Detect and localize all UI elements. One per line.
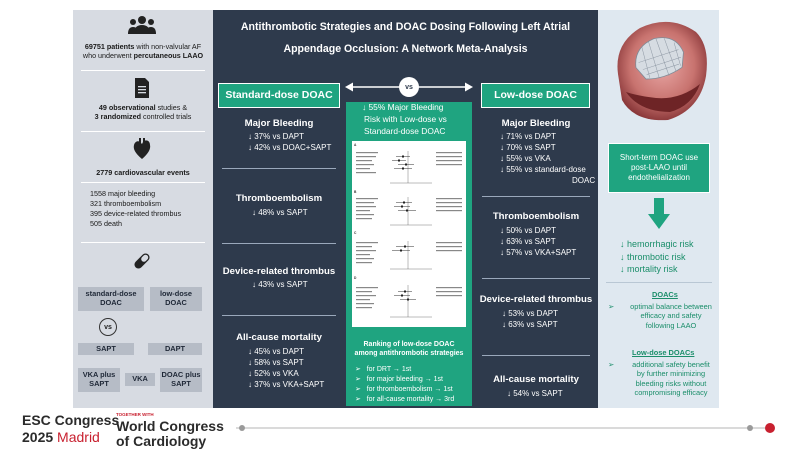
divider <box>222 243 336 244</box>
low-dose-doac-box: low-dose DOAC <box>150 287 202 311</box>
sd-drt-title: Device-related thrombus <box>222 266 336 277</box>
ld-major-bleeding-item: ↓ 70% vs SAPT <box>500 143 556 152</box>
ld-drt-item: ↓ 53% vs DAPT <box>502 309 559 318</box>
ld-major-bleeding-title: Major Bleeding <box>501 118 571 129</box>
laao-device-image <box>610 14 710 126</box>
doac-plus-sapt-box: DOAC plus SAPT <box>160 368 202 392</box>
patients-text: 69751 patients with non-valvular AF who underwent percutaneous LAAO <box>82 42 204 61</box>
forest-plot-figure <box>352 141 466 327</box>
events-list: 1558 major bleeding 321 thromboembolism 395 device-related thrombus 505 death <box>90 189 182 228</box>
ranking-item: ➢ for major bleeding → 1st <box>355 376 443 383</box>
divider <box>222 168 336 169</box>
sd-major-bleeding-item: ↓ 37% vs DAPT <box>248 132 305 141</box>
sd-major-bleeding-title: Major Bleeding <box>244 118 314 129</box>
divider <box>222 315 336 316</box>
pill-icon <box>131 250 153 272</box>
world-congress-logo: World Congress <box>116 418 224 434</box>
divider <box>482 196 590 197</box>
vs-circle: vs <box>99 318 117 336</box>
doacs-text: optimal balance between efficacy and safety following LAAO <box>630 302 712 330</box>
svg-text:A: A <box>354 143 357 147</box>
ranking-title: Ranking of low-dose DOAC among antithrombotic strategies <box>354 341 464 358</box>
divider <box>81 70 205 71</box>
short-term-doac-box: Short-term DOAC use post-LAAO until endothelialization <box>608 143 710 193</box>
doacs-bullet: ➢ <box>608 302 615 311</box>
highlight-line: Standard-dose DOAC <box>364 126 446 136</box>
world-congress-logo-line2: of Cardiology <box>116 433 207 449</box>
highlight-line: ↓ 55% Major Bleeding <box>362 102 444 112</box>
ranking-item: ➢ for all-cause mortality → 3rd <box>355 396 455 403</box>
vka-box: VKA <box>125 373 155 386</box>
page-title-line2: Appendage Occlusion: A Network Meta-Analysis <box>283 43 528 55</box>
ld-major-bleeding-item: ↓ 55% vs standard-dose <box>500 165 586 174</box>
sd-major-bleeding-item: ↓ 42% vs DOAC+SAPT <box>248 143 332 152</box>
ld-drt-item: ↓ 63% vs SAPT <box>502 320 558 329</box>
events-title: 2779 cardiovascular events <box>96 168 190 177</box>
svg-text:D: D <box>354 276 357 280</box>
sd-drt-item: ↓ 43% vs SAPT <box>252 280 308 289</box>
sd-mortality-title: All-cause mortality <box>236 332 322 343</box>
esc-congress-year: 2025 Madrid <box>22 429 100 445</box>
highlight-line: Risk with Low-dose vs <box>364 114 447 124</box>
low-dose-doacs-title: Low-dose DOACs <box>632 348 695 357</box>
vs-bubble: vs <box>399 77 419 97</box>
standard-dose-header: Standard-dose DOAC <box>218 83 340 108</box>
sd-mortality-item: ↓ 45% vs DAPT <box>248 347 305 356</box>
divider <box>606 282 712 283</box>
ld-major-bleeding-item: ↓ 55% vs VKA <box>500 154 551 163</box>
ld-thromboembolism-item: ↓ 57% vs VKA+SAPT <box>500 248 577 257</box>
studies-text: 49 observational studies & 3 randomized controlled trials <box>94 103 192 122</box>
document-icon <box>134 78 150 98</box>
ld-text: additional safety benefit by further minimizing bleeding risks without compromising efficacy <box>632 360 710 397</box>
dapt-box: DAPT <box>148 343 202 355</box>
heart-icon <box>133 138 151 160</box>
ld-mortality-item: ↓ 54% vs SAPT <box>507 389 563 398</box>
ld-thromboembolism-title: Thromboembolism <box>492 211 580 222</box>
ld-mortality-title: All-cause mortality <box>493 374 579 385</box>
esc-congress-logo: ESC Congress <box>22 412 120 428</box>
page-title-line1: Antithrombotic Strategies and DOAC Dosing Following Left Atrial <box>240 21 571 33</box>
ld-drt-title: Device-related thrombus <box>479 294 593 305</box>
vka-plus-sapt-box: VKA plus SAPT <box>78 368 120 392</box>
risk-list: ↓ hemorrhagic risk ↓ thrombotic risk ↓ mortality risk <box>620 239 694 275</box>
ld-bullet: ➢ <box>608 360 615 369</box>
svg-text:B: B <box>354 190 357 194</box>
ld-thromboembolism-item: ↓ 50% vs DAPT <box>500 226 557 235</box>
low-dose-header: Low-dose DOAC <box>481 83 590 108</box>
svg-text:C: C <box>354 231 357 235</box>
divider <box>81 242 205 243</box>
sd-mortality-item: ↓ 58% vs SAPT <box>248 358 304 367</box>
sd-thromboembolism-item: ↓ 48% vs SAPT <box>252 208 308 217</box>
patients-icon <box>128 15 156 35</box>
ranking-item: ➢ for DRT → 1st <box>355 366 412 373</box>
doacs-title: DOACs <box>652 290 678 299</box>
divider <box>482 278 590 279</box>
ld-major-bleeding-item: ↓ 71% vs DAPT <box>500 132 557 141</box>
together-with-label: TOGETHER WITH <box>116 412 154 417</box>
footer-timeline <box>236 420 781 436</box>
ranking-item: ➢ for thromboembolism → 1st <box>355 386 453 393</box>
divider <box>482 355 590 356</box>
divider <box>81 182 205 183</box>
ld-thromboembolism-item: ↓ 63% vs SAPT <box>500 237 556 246</box>
divider <box>81 131 205 132</box>
sd-mortality-item: ↓ 37% vs VKA+SAPT <box>248 380 325 389</box>
sd-thromboembolism-title: Thromboembolism <box>235 193 323 204</box>
sd-mortality-item: ↓ 52% vs VKA <box>248 369 299 378</box>
ld-major-bleeding-item: DOAC <box>572 176 596 185</box>
sapt-box: SAPT <box>78 343 134 355</box>
standard-dose-doac-box: standard-dose DOAC <box>78 287 144 311</box>
down-arrow-icon <box>648 198 670 230</box>
